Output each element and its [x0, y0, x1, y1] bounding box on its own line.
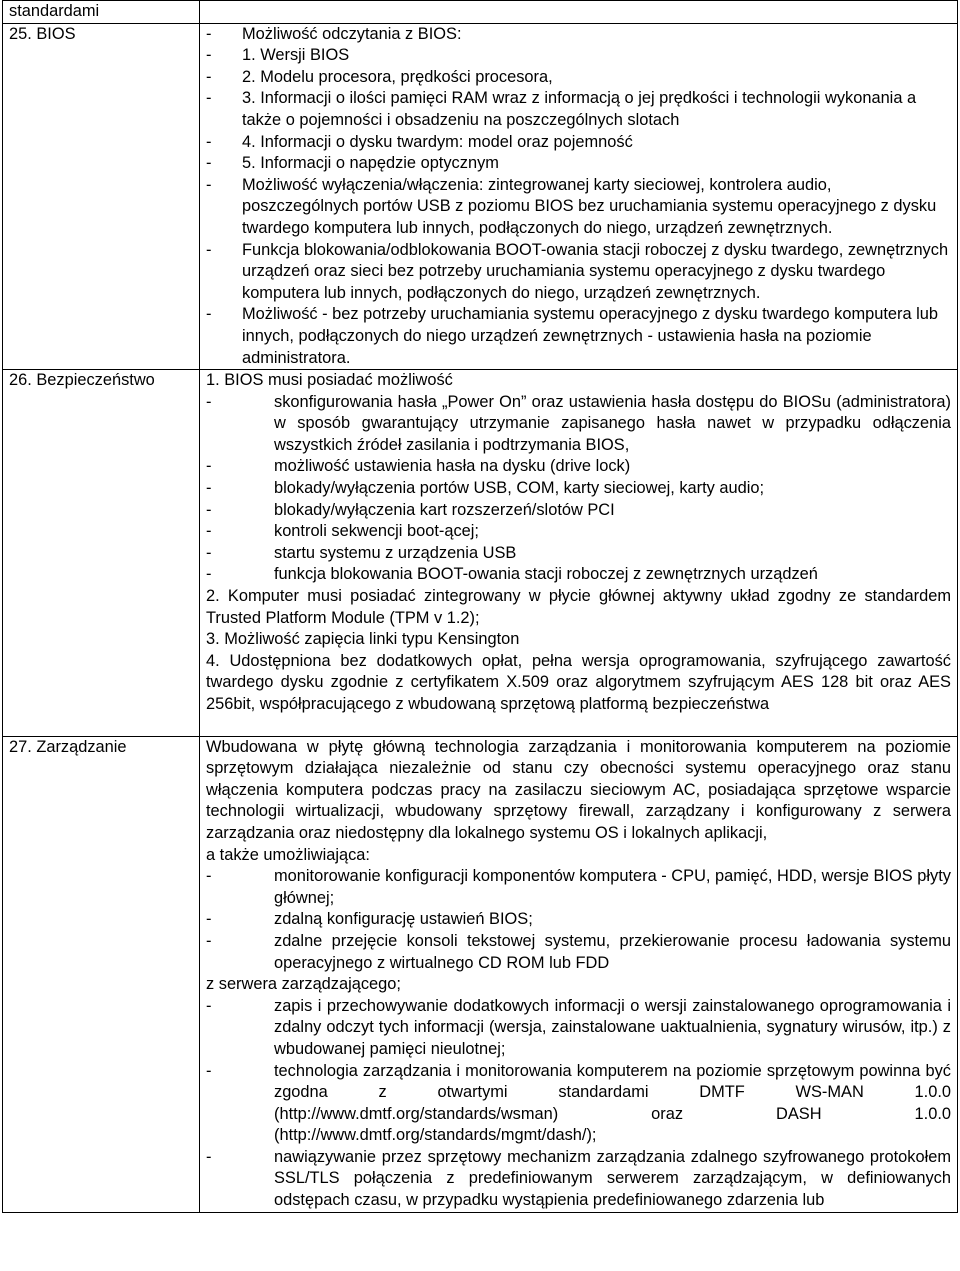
list-item [206, 866, 951, 909]
list-text: Możliwość wyłączenia/włączenia: zintegrowanej karty sieciowej, kontrolera audio, poszczególnych portów USB z poziomu BIOS bez uruchamiania systemu operacyjnego z dysku twardego komputera lub innych, podłączonych do niego, urządzeń zewnętrznych. [242, 175, 937, 237]
table-row [3, 1, 958, 24]
list-dash: - [206, 175, 212, 194]
paragraph: 4. Udostępniona bez dodatkowych opłat, pełna wersja oprogramowania, szyfrującego zawartość twardego dysku zgodnie z certyfikatem X.509 oraz algorytmem szyfrującym AES 128 bit oraz AES 256bit, współpracującego z wbudowaną sprzętową platformą bezpieczeństwa [206, 651, 951, 713]
list-dash: - [206, 457, 212, 476]
list-dash: - [206, 392, 212, 411]
list-text: zdalną konfigurację ustawień BIOS; [274, 910, 533, 929]
paragraph: Wbudowana w płytę główną technologia zarządzania i monitorowania komputerem na poziomie sprzętowym działająca niezależnie od stanu czy obecności systemu operacyjnego oraz stanu włączenia komputera podczas pracy na zasilaczu sieciowym AC, posiadająca sprzętowe wsparcie technologii wirtualizacji, wbudowany sprzętowy firewall, zarządzany i konfigurowany z serwera zarządzania oraz niedostępny dla lokalnego systemu OS i lokalnych aplikacji, [206, 737, 951, 842]
list-dash: - [206, 479, 212, 498]
table-cell-empty [200, 1, 958, 24]
table-row-bios [3, 23, 958, 370]
list-dash: - [206, 867, 212, 886]
list-text: nawiązywanie przez sprzętowy mechanizm zarządzania zdalnego szyfrowanego protokołem SSL/TLS połączenia z predefiniowanym serwerem zarządzającym, w definiowanych odstępach czasu, w przypadku wystąpienia predefiniowanego zdarzenia lub [274, 1147, 951, 1210]
cell-text: standardami [9, 2, 100, 20]
list-dash: - [206, 67, 212, 86]
list-item [206, 478, 951, 500]
list-item [206, 132, 951, 154]
list-dash: - [206, 240, 212, 259]
row-content-security [200, 370, 958, 737]
list-item [206, 392, 951, 457]
list-dash: - [206, 132, 212, 151]
list-item [206, 996, 951, 1061]
row-content-management [200, 736, 958, 1212]
list-dash: - [206, 522, 212, 541]
list-dash: - [206, 500, 212, 519]
list-item [206, 1061, 951, 1147]
list-text: Funkcja blokowania/odblokowania BOOT-owania stacji roboczej z dysku twardego, zewnętrznych urządzeń oraz sieci bez potrzeby uruchamiania systemu operacyjnego z dysku twardego komputera lub innych, podłączonych do niego, urządzeń zewnętrznych. [242, 240, 949, 302]
list-dash: - [206, 931, 212, 950]
table-row-security [3, 370, 958, 737]
list-text: możliwość ustawienia hasła na dysku (drive lock) [274, 457, 631, 476]
list-dash: - [206, 89, 212, 108]
list-text: startu systemu z urządzenia USB [274, 543, 517, 562]
list-dash: - [206, 1061, 212, 1080]
list-dash: - [206, 154, 212, 173]
list-item [206, 304, 951, 369]
list-item [206, 500, 951, 522]
list-item [206, 521, 951, 543]
list-item [206, 543, 951, 565]
list-item [206, 153, 951, 175]
list-text: technologia zarządzania i monitorowania komputerem na poziomie sprzętowym powinna być zgodna z otwartymi standardami DMTF WS-MAN 1.0.0 (http://www.dmtf.org/standards/wsman) oraz DASH 1.0.0 (http://www.dmtf.org/standards/mgmt/dash/); [274, 1061, 951, 1145]
list-text: Możliwość - bez potrzeby uruchamiania systemu operacyjnego z dysku twardego komputera lub innych, podłączonych do niego urządzeń zewnętrznych - ustawienia hasła na poziomie administratora. [242, 305, 939, 367]
list-dash: - [206, 46, 212, 65]
specification-table [2, 0, 958, 1213]
list-text: 1. Wersji BIOS [242, 46, 350, 65]
list-dash: - [206, 543, 212, 562]
list-text: skonfigurowania hasła „Power On” oraz ustawienia hasła dostępu do BIOSu (administratora) w sposób gwarantujący utrzymanie zapisanego hasła nawet w przypadku odłączenia wszystkich źródeł zasilania i podtrzymania BIOS, [274, 392, 951, 454]
list-item [206, 88, 951, 131]
list-dash: - [206, 1147, 212, 1166]
list-item [206, 67, 951, 89]
row-content-bios [200, 23, 958, 370]
table-row-management [3, 736, 958, 1212]
list-dash: - [206, 565, 212, 584]
list-dash: - [206, 910, 212, 929]
list-item [206, 456, 951, 478]
row-label-bios [3, 23, 200, 370]
list-item [206, 24, 951, 46]
list-item [206, 909, 951, 931]
list-item [206, 931, 951, 974]
list-text: funkcja blokowania BOOT-owania stacji roboczej z zewnętrznych urządzeń [274, 565, 818, 584]
list-text: zapis i przechowywanie dodatkowych informacji o wersji zainstalowanego oprogramowania i zdalny odczyt tych informacji (wersja, zainstalowane uaktualnienia, sygnatury wirusów, itp.) z wbudowanej pamięci nieulotnej; [274, 996, 951, 1058]
row-label-management [3, 736, 200, 1212]
list-text: 4. Informacji o dysku twardym: model oraz pojemność [242, 132, 633, 151]
table-cell-continuation [3, 1, 200, 24]
list-text: 3. Informacji o ilości pamięci RAM wraz z informacją o jej prędkości i technologii wykonania a także o pojemności i obsadzeniu na poszczególnych slotach [242, 89, 917, 129]
list-item [206, 564, 951, 586]
row-label-security [3, 370, 200, 737]
list-dash: - [206, 996, 212, 1015]
list-text: blokady/wyłączenia kart rozszerzeń/slotów PCI [274, 500, 615, 519]
row-label-text: 26. Bezpieczeństwo [9, 371, 155, 390]
paragraph: 1. BIOS musi posiadać możliwość [206, 371, 453, 390]
paragraph: 3. Możliwość zapięcia linki typu Kensington [206, 630, 520, 649]
list-text: 5. Informacji o napędzie optycznym [242, 154, 499, 173]
list-item [206, 1147, 951, 1212]
list-item [206, 175, 951, 240]
list-text: 2. Modelu procesora, prędkości procesora, [242, 67, 553, 86]
list-text: zdalne przejęcie konsoli tekstowej systemu, przekierowanie procesu ładowania systemu operacyjnego z wirtualnego CD ROM lub FDD [274, 931, 951, 972]
list-text: blokady/wyłączenia portów USB, COM, karty sieciowej, karty audio; [274, 479, 765, 498]
paragraph: z serwera zarządzającego; [206, 975, 401, 994]
list-item [206, 45, 951, 67]
list-text: Możliwość odczytania z BIOS: [242, 24, 462, 43]
list-item [206, 240, 951, 305]
row-label-text: 25. BIOS [9, 24, 76, 43]
paragraph: a także umożliwiająca: [206, 845, 370, 864]
spacer [206, 716, 951, 736]
row-label-text: 27. Zarządzanie [9, 737, 127, 756]
list-text: kontroli sekwencji boot-ącej; [274, 522, 479, 541]
paragraph: 2. Komputer musi posiadać zintegrowany w płycie głównej aktywny układ zgodny ze standardem Trusted Platform Module (TPM v 1.2); [206, 587, 951, 627]
list-dash: - [206, 305, 212, 324]
list-text: monitorowanie konfiguracji komponentów komputera - CPU, pamięć, HDD, wersje BIOS płyty głównej; [274, 867, 951, 907]
list-dash: - [206, 24, 212, 43]
